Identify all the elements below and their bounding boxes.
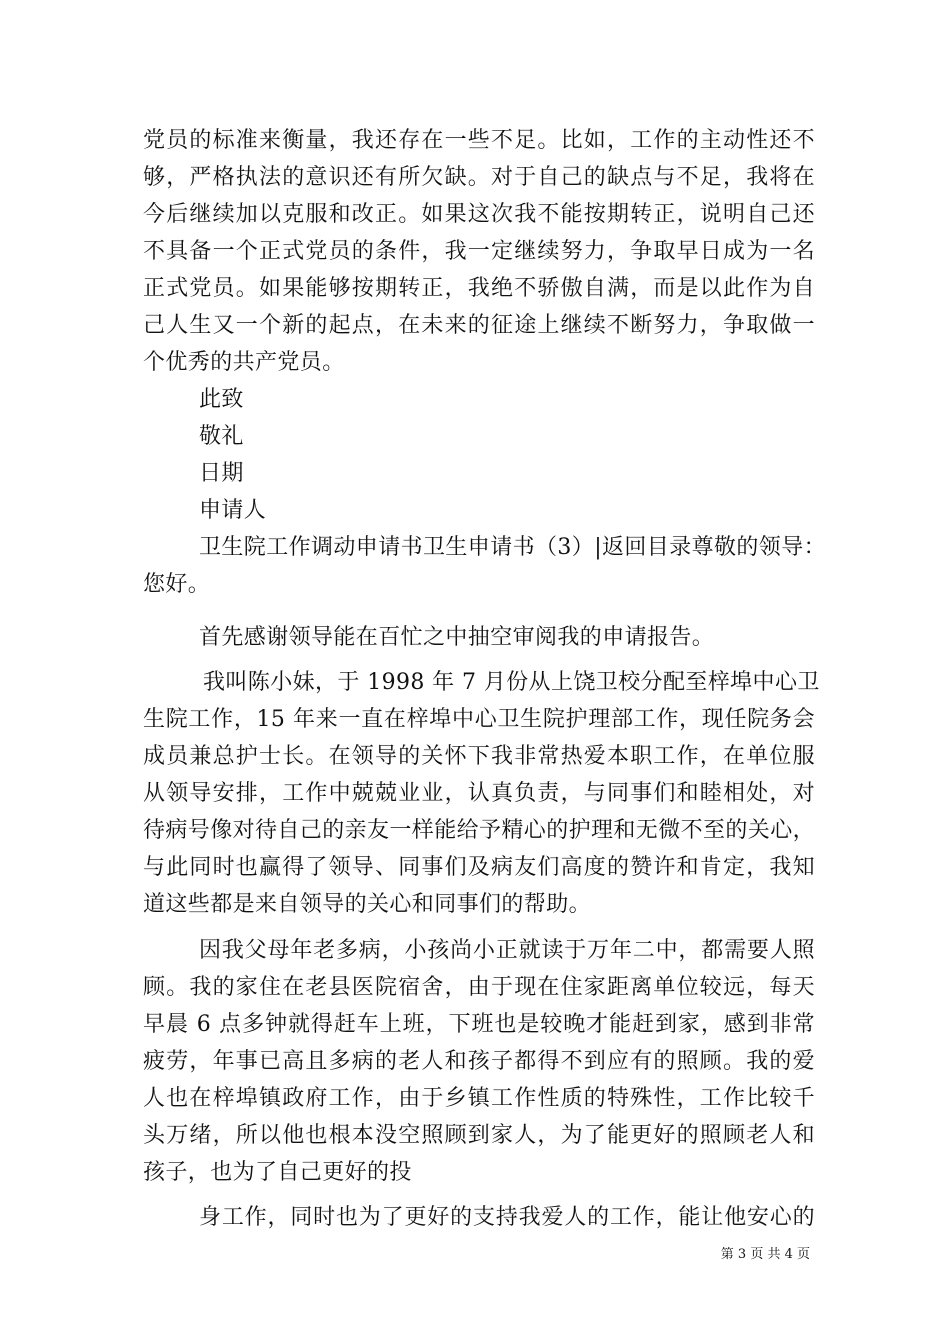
text-line: 够，严格执法的意识还有所欠缺。对于自己的缺点与不足，我将在 bbox=[143, 165, 815, 190]
text-line: 今后继续加以克服和改正。如果这次我不能按期转正，说明自己还 bbox=[143, 202, 815, 227]
section-heading: 卫生院工作调动申请书卫生申请书（3）|返回目录尊敬的领导： bbox=[199, 535, 827, 560]
text-line: 身工作，同时也为了更好的支持我爱人的工作，能让他安心的 bbox=[199, 1205, 815, 1230]
text-line: 成员兼总护士长。在领导的关怀下我非常热爱本职工作，在单位服 bbox=[143, 744, 815, 769]
text-line: 与此同时也赢得了领导、同事们及病友们高度的赞许和肯定，我知 bbox=[143, 855, 815, 880]
closing-line: 此致 bbox=[199, 387, 244, 412]
text-line: 疲劳，年事已高且多病的老人和孩子都得不到应有的照顾。我的爱 bbox=[143, 1049, 815, 1074]
closing-line: 敬礼 bbox=[199, 424, 244, 449]
text-line: 从领导安排，工作中兢兢业业，认真负责，与同事们和睦相处，对 bbox=[143, 781, 815, 806]
text-line: 正式党员。如果能够按期转正，我绝不骄傲自满，而是以此作为自 bbox=[143, 276, 815, 301]
text-line: 因我父母年老多病，小孩尚小正就读于万年二中，都需要人照 bbox=[199, 938, 815, 963]
text-line: 孩子，也为了自己更好的投 bbox=[143, 1160, 412, 1185]
text-line: 道这些都是来自领导的关心和同事们的帮助。 bbox=[143, 892, 592, 917]
text-line: 我叫陈小妹，于 1998 年 7 月份从上饶卫校分配至梓埠中心卫 bbox=[203, 670, 820, 695]
text-line: 首先感谢领导能在百忙之中抽空审阅我的申请报告。 bbox=[199, 625, 715, 650]
text-line: 己人生又一个新的起点，在未来的征途上继续不断努力，争取做一 bbox=[143, 313, 815, 338]
text-line: 生院工作，15 年来一直在梓埠中心卫生院护理部工作，现任院务会 bbox=[143, 707, 815, 732]
document-body bbox=[143, 122, 827, 1236]
text-line: 不具备一个正式党员的条件，我一定继续努力，争取早日成为一名 bbox=[143, 239, 815, 264]
text-line: 头万绪，所以他也根本没空照顾到家人，为了能更好的照顾老人和 bbox=[143, 1123, 815, 1148]
text-line: 早晨 6 点多钟就得赶车上班，下班也是较晚才能赶到家，感到非常 bbox=[143, 1012, 815, 1037]
text-line: 党员的标准来衡量，我还存在一些不足。比如，工作的主动性还不 bbox=[143, 128, 815, 153]
page-number: 第 3 页 共 4 页 bbox=[720, 1247, 810, 1262]
applicant-label: 申请人 bbox=[199, 498, 267, 523]
date-label: 日期 bbox=[199, 461, 244, 486]
text-line: 个优秀的共产党员。 bbox=[143, 350, 345, 375]
text-line: 人也在梓埠镇政府工作，由于乡镇工作性质的特殊性，工作比较千 bbox=[143, 1086, 815, 1111]
text-line: 您好。 bbox=[143, 572, 211, 597]
text-line: 待病号像对待自己的亲友一样能给予精心的护理和无微不至的关心， bbox=[143, 818, 816, 843]
text-line: 顾。我的家住在老县医院宿舍，由于现在住家距离单位较远，每天 bbox=[143, 975, 815, 1000]
